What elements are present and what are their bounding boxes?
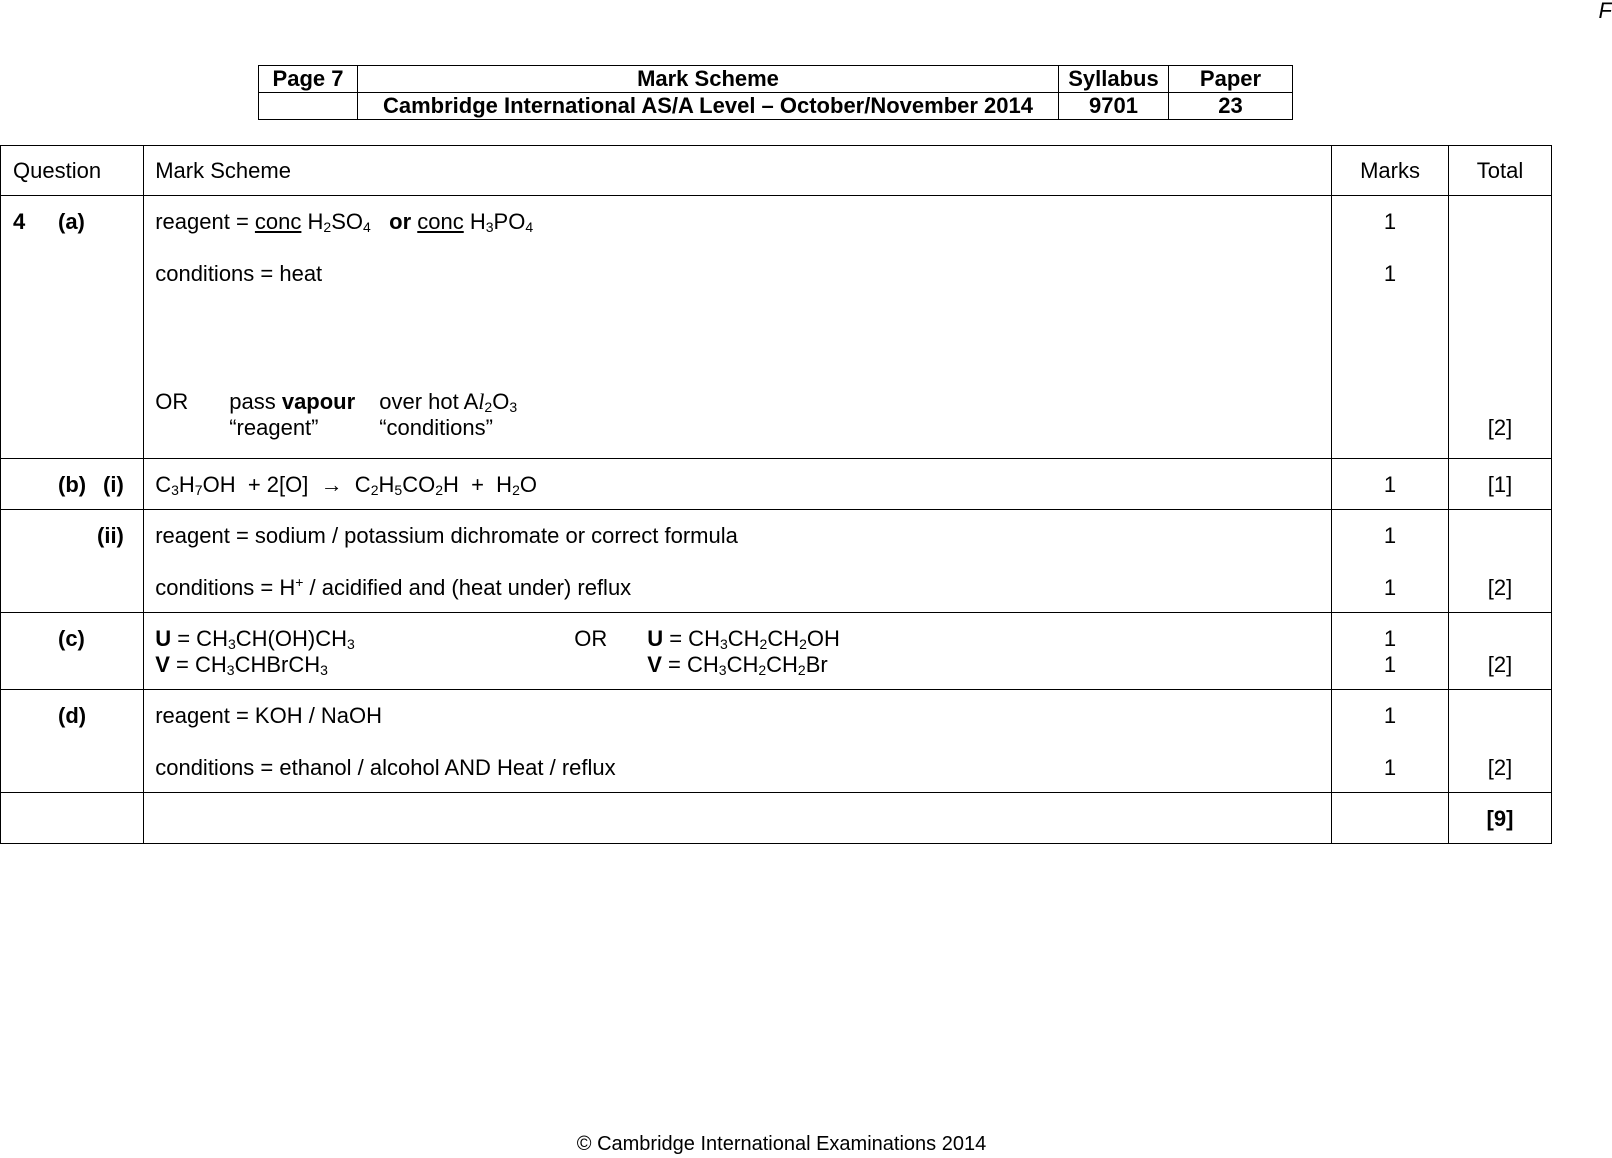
- mark: 1: [1383, 209, 1397, 234]
- alt-conditions-label: “conditions”: [379, 415, 493, 440]
- subpart-label: (ii): [97, 523, 124, 548]
- corner-glyph: F: [1598, 0, 1612, 23]
- mark: 1: [1383, 626, 1397, 651]
- reagent-line: reagent = sodium / potassium dichromate or correct formula: [155, 523, 738, 548]
- mark: 1: [1383, 652, 1397, 677]
- table-header-row: [1, 146, 1552, 196]
- grand-total: [9]: [1486, 806, 1514, 831]
- conditions-line: conditions = ethanol / alcohol AND Heat / reflux: [155, 755, 616, 780]
- header-empty-cell: [259, 93, 358, 120]
- doc-subtitle: Cambridge International AS/A Level – October/November 2014: [358, 93, 1059, 120]
- syllabus-label: Syllabus: [1059, 66, 1169, 93]
- mark: 1: [1383, 523, 1397, 548]
- mark: 1: [1383, 755, 1397, 780]
- total: [2]: [1487, 575, 1513, 600]
- equation: $C_3H_7OH + 2[O] \to C_2H_5CO_2H + H_2O$: [155, 472, 537, 498]
- mark: 1: [1383, 472, 1397, 497]
- col-total: Total: [1449, 146, 1552, 196]
- v-answer: $V = CH_3CHBrCH_3$: [155, 652, 328, 678]
- reagent-line: reagent = KOH / NaOH: [155, 703, 383, 728]
- col-mark-scheme: Mark Scheme: [144, 146, 1332, 196]
- table-row-4bii: [1, 510, 1552, 613]
- total: [2]: [1487, 755, 1513, 780]
- reagent-line: reagent = conc $H_2SO_4$ or conc $H_3PO_4$: [155, 209, 534, 235]
- part-label: (c): [58, 626, 85, 651]
- alt-reagent-label: “reagent”: [229, 415, 319, 440]
- part-label: (d): [58, 703, 87, 728]
- conditions-line: conditions = H+ / acidified and (heat under) reflux: [155, 574, 632, 600]
- mark: 1: [1383, 703, 1397, 728]
- subpart-label: (i): [103, 472, 124, 497]
- alt-over-hot: over hot $Al_2O_3$: [379, 389, 518, 415]
- syllabus-code: 9701: [1059, 93, 1169, 120]
- total: [2]: [1487, 415, 1513, 440]
- table-row-grand-total: [1, 793, 1552, 844]
- page-header-table: [258, 65, 1293, 120]
- part-label: (b): [58, 472, 87, 497]
- col-question: Question: [1, 146, 144, 196]
- paper-code: 23: [1169, 93, 1293, 120]
- alt-or: OR: [155, 389, 189, 414]
- question-number: 4: [13, 209, 26, 234]
- table-row-4d: [1, 690, 1552, 793]
- total: [1]: [1487, 472, 1513, 497]
- conditions-line: conditions = heat: [155, 261, 323, 286]
- v-alt-answer: $V = CH_3CH_2CH_2Br$: [647, 652, 828, 678]
- u-answer: $U = CH_3CH(OH)CH_3$: [155, 626, 355, 652]
- copyright-footer: © Cambridge International Examinations 2014: [576, 1133, 987, 1155]
- u-alt-answer: $U = CH_3CH_2CH_2OH$: [647, 626, 840, 652]
- total: [2]: [1487, 652, 1513, 677]
- page-number: Page 7: [259, 66, 358, 93]
- mark: 1: [1383, 261, 1397, 286]
- alt-or: OR: [574, 626, 608, 651]
- table-row-4bi: [1, 459, 1552, 510]
- part-label: (a): [58, 209, 85, 234]
- doc-title: Mark Scheme: [358, 66, 1059, 93]
- table-row-4a: [1, 196, 1552, 459]
- mark: 1: [1383, 575, 1397, 600]
- mark-scheme-table: [0, 145, 1552, 844]
- col-marks: Marks: [1332, 146, 1449, 196]
- paper-label: Paper: [1169, 66, 1293, 93]
- alt-pass-vapour: pass vapour: [229, 389, 356, 414]
- table-row-4c: [1, 613, 1552, 690]
